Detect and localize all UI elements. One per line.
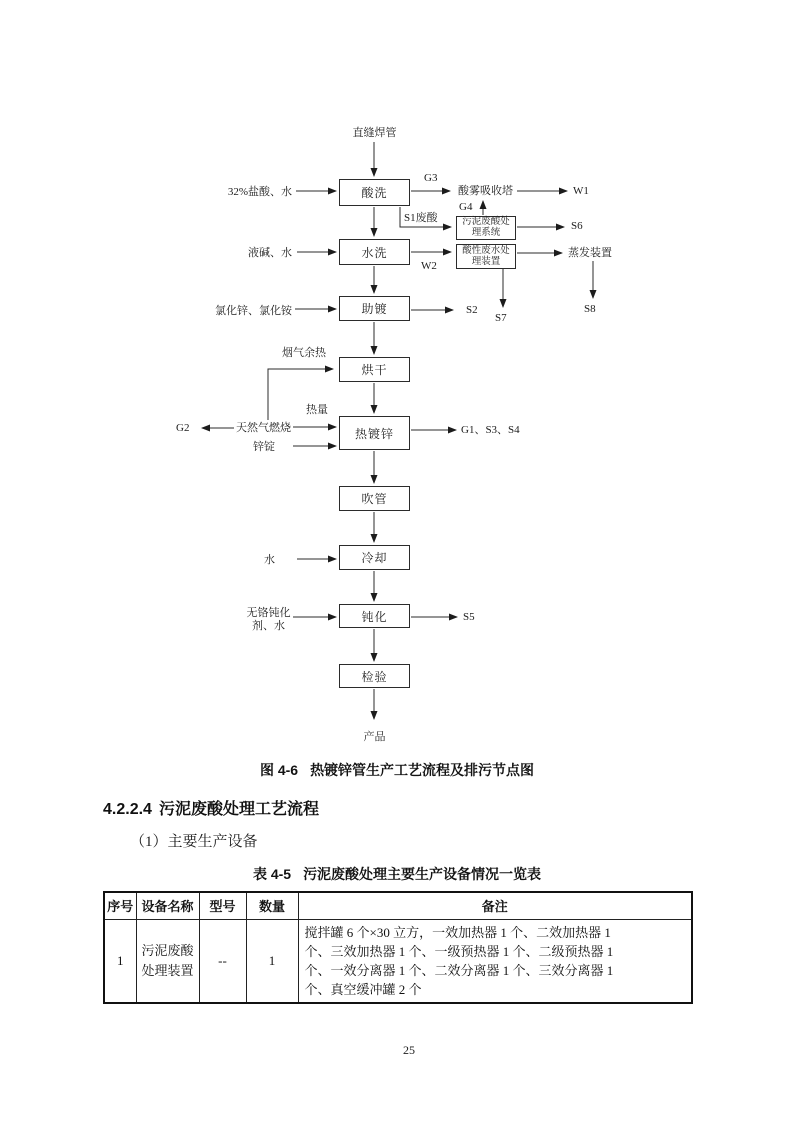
flow-box-galvanizing: 热镀锌: [339, 416, 410, 450]
flow-box-acid-wastewater-unit: 酸性废水处理装置: [456, 244, 516, 269]
input-label-zinc-ingot: 锌锭: [253, 441, 275, 453]
cell-qty: 1: [246, 919, 298, 1003]
flow-box-passivation: 钝化: [339, 604, 410, 628]
cell-equipment-name: 污泥废酸处理装置: [136, 919, 199, 1003]
flow-box-rinsing: 水洗: [339, 239, 410, 265]
table-header-row: [104, 892, 692, 919]
col-header-qty: 数量: [246, 892, 298, 919]
input-label-water: 水: [264, 554, 275, 566]
flow-box-drying: 烘干: [339, 357, 410, 382]
col-header-remark: 备注: [298, 892, 692, 919]
table-caption-text: 污泥废酸处理主要生产设备情况一览表: [303, 866, 542, 882]
input-label-flux-salts: 氯化锌、氯化铵: [215, 305, 292, 317]
flow-product-label: 产品: [363, 731, 386, 743]
output-label-s6: S6: [571, 220, 583, 232]
input-label-lye-water: 液碱、水: [248, 247, 292, 259]
output-label-g4: G4: [459, 201, 473, 213]
table-row: [104, 919, 692, 1003]
node-label-acid-mist-tower: 酸雾吸收塔: [458, 185, 513, 197]
cell-no: 1: [104, 919, 136, 1003]
output-label-w1: W1: [573, 185, 589, 197]
cell-remark: [298, 919, 692, 1003]
remark-line: 搅拌罐 6 个×30 立方，一效加热器 1 个、二效加热器 1: [304, 924, 611, 940]
input-label-flue-gas-heat: 烟气余热: [282, 347, 326, 359]
node-label-evaporator: 蒸发装置: [568, 247, 612, 259]
flow-box-inspection: 检验: [339, 664, 410, 688]
output-label-s5: S5: [463, 611, 475, 623]
output-label-s1-waste-acid: S1废酸: [404, 212, 438, 224]
table-caption: [0, 864, 794, 884]
section-heading: [103, 796, 319, 819]
flow-box-cooling: 冷却: [339, 545, 410, 570]
remark-line: 个、三效加热器 1 个、一级预热器 1 个、二级预热器 1: [304, 943, 614, 959]
figure-caption-label: 图 4-6: [259, 762, 299, 778]
output-label-g3: G3: [424, 172, 438, 184]
input-label-heat: 热量: [306, 404, 328, 416]
input-label-hcl-water: 32%盐酸、水: [227, 186, 292, 198]
col-header-name: 设备名称: [136, 892, 199, 919]
remark-line: 个、一效分离器 1 个、二效分离器 1 个、三效分离器 1: [304, 962, 614, 978]
output-label-s2: S2: [466, 304, 478, 316]
flow-box-pickling: 酸洗: [339, 179, 410, 206]
col-header-no: 序号: [104, 892, 136, 919]
flow-box-sludge-acid-system: 污泥废酸处理系统: [456, 216, 516, 240]
page-number: 25: [403, 1043, 415, 1057]
list-item-main-equipment: （1）主要生产设备: [130, 834, 258, 850]
table-caption-label: 表 4-5: [252, 866, 292, 882]
flow-source-label: 直缝焊管: [352, 127, 397, 139]
figure-caption-text: 热镀锌管生产工艺流程及排污节点图: [310, 762, 535, 778]
output-label-g2: G2: [176, 422, 190, 434]
output-label-g1-s3-s4: G1、S3、S4: [461, 424, 520, 436]
figure-caption: [0, 760, 794, 780]
output-label-w2: W2: [421, 260, 437, 272]
flow-box-blowing: 吹管: [339, 486, 410, 511]
remark-line: 个、真空缓冲罐 2 个: [304, 981, 422, 997]
cell-model: --: [199, 919, 246, 1003]
output-label-s8: S8: [584, 303, 596, 315]
equipment-table: [103, 891, 693, 1004]
col-header-model: 型号: [199, 892, 246, 919]
output-label-s7: S7: [495, 312, 507, 324]
input-label-passivation-agent: 无铬钝化剂、水: [246, 607, 291, 632]
input-label-natural-gas: 天然气燃烧: [236, 422, 291, 434]
section-title: 污泥废酸处理工艺流程: [158, 801, 319, 818]
flow-box-fluxing: 助镀: [339, 296, 410, 321]
section-number: 4.2.2.4: [103, 801, 152, 818]
